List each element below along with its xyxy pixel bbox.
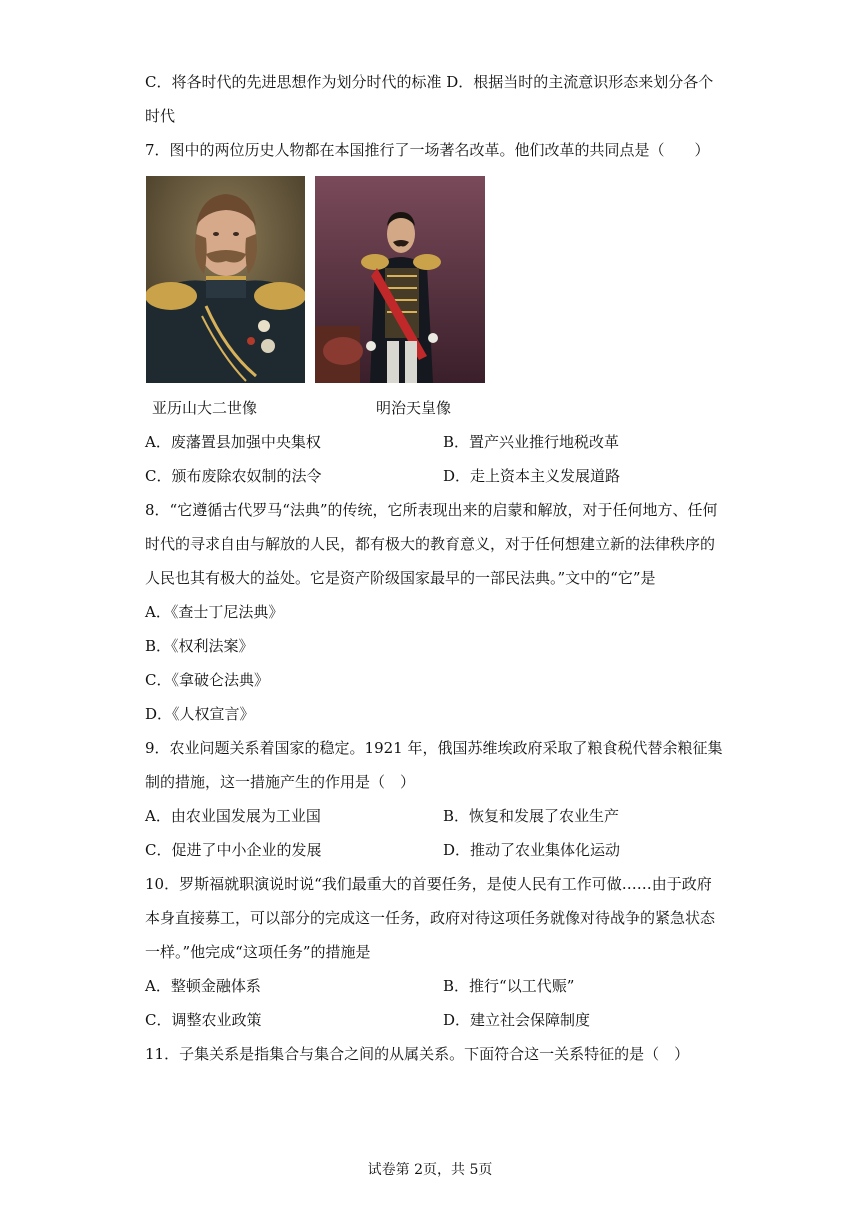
q10-option-d[interactable]: D．建立社会保障制度 bbox=[443, 1011, 591, 1029]
q8-stem-line2: 时代的寻求自由与解放的人民，都有极大的教育意义，对于任何想建立新的法律秩序的 bbox=[145, 535, 716, 553]
q9-stem-line1: 9．农业问题关系着国家的稳定。1921 年，俄国苏维埃政府采取了粮食税代替余粮征集 bbox=[145, 739, 723, 757]
q8-option-d[interactable]: D．《人权宣言》 bbox=[145, 705, 255, 723]
q7-option-d[interactable]: D．走上资本主义发展道路 bbox=[443, 467, 621, 485]
page-footer: 试卷第 2页，共 5页 bbox=[367, 1162, 493, 1178]
q8-option-b[interactable]: B．《权利法案》 bbox=[145, 637, 254, 655]
q7-option-c[interactable]: C．颁布废除农奴制的法令 bbox=[145, 467, 322, 485]
q8-option-a[interactable]: A．《查士丁尼法典》 bbox=[145, 603, 284, 621]
q8-stem-line1: 8．“它遵循古代罗马“法典”的传统，它所表现出来的启蒙和解放，对于任何地方、任何 bbox=[145, 501, 718, 519]
q10-option-a[interactable]: A．整顿金融体系 bbox=[145, 977, 261, 995]
q10-option-c[interactable]: C．调整农业政策 bbox=[145, 1011, 262, 1029]
caption-meiji-emperor: 明治天皇像 bbox=[376, 399, 452, 417]
q8-option-c[interactable]: C．《拿破仑法典》 bbox=[145, 671, 269, 689]
q6-option-cd-line: C．将各时代的先进思想作为划分时代的标准 D．根据当时的主流意识形态来划分各个 bbox=[145, 73, 714, 91]
q9-option-a[interactable]: A．由农业国发展为工业国 bbox=[145, 807, 321, 825]
q10-stem-line3: 一样。”他完成“这项任务”的措施是 bbox=[145, 943, 371, 961]
q9-stem-line2: 制的措施，这一措施产生的作用是（ ） bbox=[145, 773, 416, 791]
q10-stem-line2: 本身直接募工，可以部分的完成这一任务，政府对待这项任务就像对待战争的紧急状态 bbox=[145, 909, 716, 927]
q9-option-c[interactable]: C．促进了中小企业的发展 bbox=[145, 841, 322, 859]
q9-option-b[interactable]: B．恢复和发展了农业生产 bbox=[443, 807, 620, 825]
q8-stem-line3: 人民也其有极大的益处。它是资产阶级国家最早的一部民法典。”文中的“它”是 bbox=[145, 569, 656, 587]
q10-option-b[interactable]: B．推行“以工代赈” bbox=[443, 977, 575, 995]
meiji-emperor-portrait bbox=[315, 176, 485, 383]
caption-alexander-ii: 亚历山大二世像 bbox=[152, 399, 258, 417]
q7-stem: 7．图中的两位历史人物都在本国推行了一场著名改革。他们改革的共同点是（ ） bbox=[145, 141, 710, 159]
q11-stem: 11．子集关系是指集合与集合之间的从属关系。下面符合这一关系特征的是（ ） bbox=[145, 1045, 690, 1063]
q7-option-a[interactable]: A．废藩置县加强中央集权 bbox=[145, 433, 321, 451]
alexander-ii-portrait bbox=[146, 176, 305, 383]
q10-stem-line1: 10．罗斯福就职演说时说“我们最重大的首要任务，是使人民有工作可做……由于政府 bbox=[145, 875, 712, 893]
q6-option-d-continuation: 时代 bbox=[145, 107, 176, 125]
q9-option-d[interactable]: D．推动了农业集体化运动 bbox=[443, 841, 621, 859]
q7-option-b[interactable]: B．置产兴业推行地税改革 bbox=[443, 433, 620, 451]
